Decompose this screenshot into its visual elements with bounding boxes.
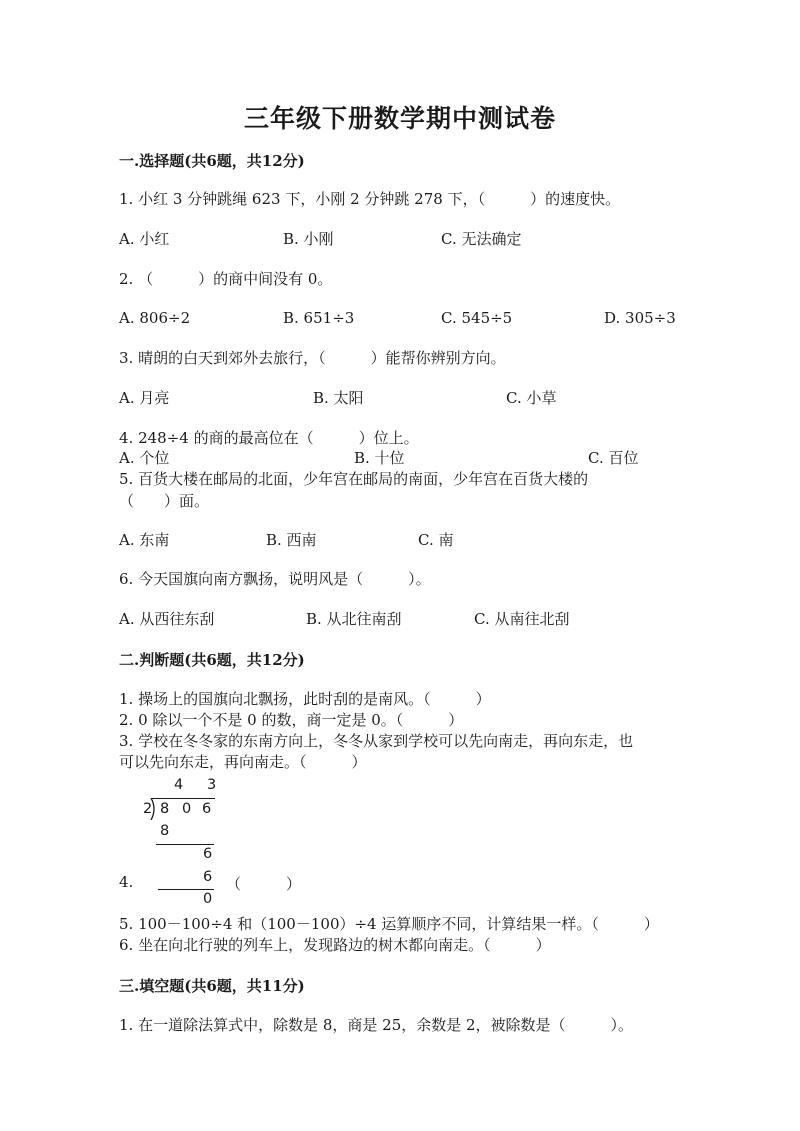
option-c[interactable]: C. 无法确定 bbox=[441, 230, 522, 248]
dividend-digit: 6 bbox=[202, 801, 212, 817]
option-c[interactable]: C. 545÷5 bbox=[441, 309, 513, 327]
question-text: 3. 学校在冬冬家的东南方向上，冬冬从家到学校可以先向南走，再向东走，也 bbox=[119, 732, 634, 750]
divisor: 2 bbox=[143, 801, 153, 817]
option-b[interactable]: B. 651÷3 bbox=[283, 309, 355, 327]
question-text: 2. 0 除以一个不是 0 的数，商一定是 0。（ ） bbox=[119, 711, 464, 729]
option-a[interactable]: A. 个位 bbox=[119, 449, 170, 467]
question-text: 5. 100－100÷4 和（100－100）÷4 运算顺序不同，计算结果一样。（ ） bbox=[119, 915, 659, 933]
question-text-continued: 可以先向东走，再向南走。（ ） bbox=[119, 753, 367, 771]
option-b[interactable]: B. 从北往南刮 bbox=[306, 610, 402, 628]
option-b[interactable]: B. 十位 bbox=[354, 449, 405, 467]
question-text: 1. 在一道除法算式中，除数是 8，商是 25，余数是 2，被除数是（ ）。 bbox=[119, 1016, 634, 1034]
step-digit: 6 bbox=[203, 869, 213, 885]
question-text: 1. 操场上的国旗向北飘扬，此时刮的是南风。（ ） bbox=[119, 690, 491, 708]
quotient-digit: 4 bbox=[174, 777, 184, 793]
remainder-digit: 0 bbox=[203, 891, 213, 907]
dividend-digit: 8 bbox=[160, 801, 170, 817]
section-heading-fill-in: 三.填空题(共6题，共11分) bbox=[119, 977, 305, 995]
question-text: 6. 坐在向北行驶的列车上，发现路边的树木都向南走。（ ） bbox=[119, 936, 551, 954]
question-text: 5. 百货大楼在邮局的北面，少年宫在邮局的南面，少年宫在百货大楼的 bbox=[119, 470, 589, 488]
question-text: 3. 晴朗的白天到郊外去旅行，（ ）能帮你辨别方向。 bbox=[119, 349, 506, 367]
option-d[interactable]: D. 305÷3 bbox=[604, 309, 676, 327]
option-c[interactable]: C. 小草 bbox=[506, 389, 557, 407]
option-b[interactable]: B. 小刚 bbox=[283, 230, 334, 248]
option-a[interactable]: A. 小红 bbox=[119, 230, 170, 248]
option-a[interactable]: A. 806÷2 bbox=[119, 309, 191, 327]
option-b[interactable]: B. 西南 bbox=[266, 531, 317, 549]
step-digit: 6 bbox=[203, 846, 213, 862]
question-text: 1. 小红 3 分钟跳绳 623 下，小刚 2 分钟跳 278 下，（ ）的速度快。 bbox=[119, 190, 621, 208]
question-text: 4. 248÷4 的商的最高位在（ ）位上。 bbox=[119, 429, 419, 447]
quotient-digit: 3 bbox=[207, 777, 217, 793]
division-bracket bbox=[150, 798, 158, 820]
question-text: 2. （ ）的商中间没有 0。 bbox=[119, 270, 333, 288]
division-bar bbox=[151, 798, 215, 799]
question-number: 4. bbox=[119, 873, 134, 891]
step-digit: 8 bbox=[160, 823, 170, 839]
answer-bracket[interactable]: （ ） bbox=[226, 875, 302, 893]
section-heading-choice: 一.选择题(共6题，共12分) bbox=[119, 152, 305, 170]
long-division-figure bbox=[130, 775, 230, 885]
question-text-continued: （ ）面。 bbox=[119, 492, 210, 510]
option-a[interactable]: A. 月亮 bbox=[119, 389, 170, 407]
option-c[interactable]: C. 南 bbox=[418, 531, 454, 549]
option-b[interactable]: B. 太阳 bbox=[313, 389, 364, 407]
section-heading-judgement: 二.判断题(共6题，共12分) bbox=[119, 651, 305, 669]
option-a[interactable]: A. 东南 bbox=[119, 531, 170, 549]
dividend-digit: 0 bbox=[182, 801, 192, 817]
option-c[interactable]: C. 百位 bbox=[588, 449, 639, 467]
question-text: 6. 今天国旗向南方飘扬，说明风是（ ）。 bbox=[119, 570, 431, 588]
option-a[interactable]: A. 从西往东刮 bbox=[119, 610, 215, 628]
page-title: 三年级下册数学期中测试卷 bbox=[243, 104, 556, 133]
option-c[interactable]: C. 从南往北刮 bbox=[474, 610, 570, 628]
